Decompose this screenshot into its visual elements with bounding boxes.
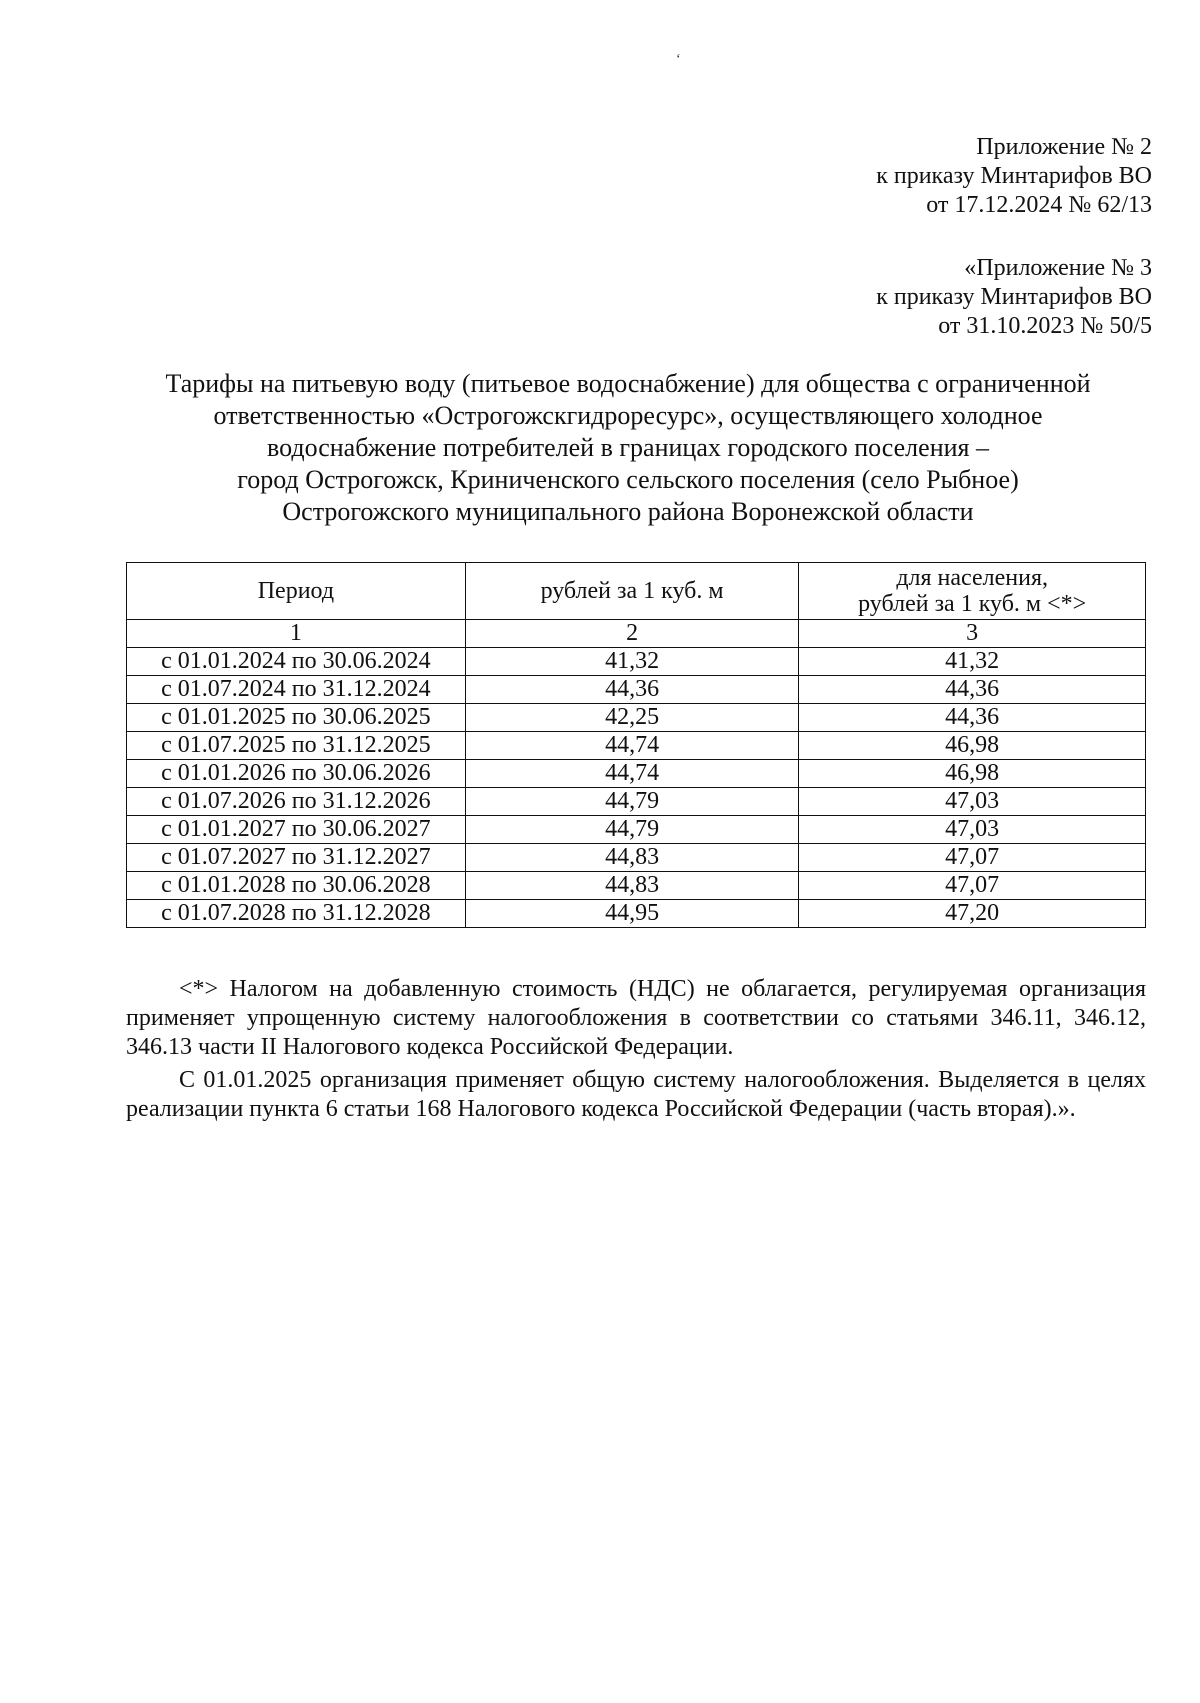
tariff-cell: 44,74 [465,760,799,788]
title-line: Острогожского муниципального района Воронежской области [282,497,974,526]
table-row [127,844,1146,872]
scan-mark: ‘ [676,52,681,67]
column-number: 2 [465,620,799,648]
title-line: город Острогожск, Криниченского сельского поселения (село Рыбное) [237,465,1019,494]
header-rub: рублей за 1 куб. м [465,563,799,620]
header-population-line1: для населения, [896,565,1048,591]
appendix-ref-order: к приказу Минтарифов ВО [876,284,1152,310]
header-period: Период [127,563,466,620]
population-tariff-cell: 47,07 [799,844,1146,872]
tariff-cell: 44,79 [465,788,799,816]
appendix-ref-number: «Приложение № 3 [964,255,1152,281]
footnote-tax-system: С 01.01.2025 организация применяет общую систему налогообложения. Выделяется в целях реализации пункта 6 статьи 168 Налогового кодекса Российской Федерации (часть вторая).». [126,1067,1146,1122]
tariff-cell: 44,83 [465,872,799,900]
period-cell: с 01.07.2027 по 31.12.2027 [127,844,466,872]
table-header-row [127,563,1146,620]
table-row [127,648,1146,676]
appendix-ref-date: от 31.10.2023 № 50/5 [938,313,1152,339]
population-tariff-cell: 44,36 [799,704,1146,732]
document-title [110,368,1146,528]
table-row [127,676,1146,704]
period-cell: с 01.01.2025 по 30.06.2025 [127,704,466,732]
tariff-cell: 42,25 [465,704,799,732]
tariff-cell: 44,83 [465,844,799,872]
title-line: Тарифы на питьевую воду (питьевое водоснабжение) для общества с ограниченной [165,369,1091,398]
period-cell: с 01.01.2026 по 30.06.2026 [127,760,466,788]
period-cell: с 01.07.2028 по 31.12.2028 [127,900,466,928]
column-number-row [127,620,1146,648]
table-row [127,732,1146,760]
tariff-cell: 44,79 [465,816,799,844]
appendix-order: к приказу Минтарифов ВО [876,163,1152,189]
table-row [127,704,1146,732]
period-cell: с 01.01.2027 по 30.06.2027 [127,816,466,844]
title-line: ответственностью «Острогожскгидроресурс», осуществляющего холодное [213,401,1043,430]
period-cell: с 01.01.2024 по 30.06.2024 [127,648,466,676]
footnote-vat: <*> Налогом на добавленную стоимость (НДС) не облагается, регулируемая организация применяет упрощенную систему налогообложения в соответствии со статьями 346.11, 346.12, 346.13 части II Налогового кодекса Российской Федерации. [126,976,1146,1060]
tariff-table [126,562,1146,928]
population-tariff-cell: 47,03 [799,816,1146,844]
tariff-cell: 44,95 [465,900,799,928]
table-row [127,900,1146,928]
table-row [127,872,1146,900]
period-cell: с 01.07.2026 по 31.12.2026 [127,788,466,816]
appendix-date: от 17.12.2024 № 62/13 [926,192,1152,218]
table-row [127,816,1146,844]
header-population-line2: рублей за 1 куб. м <*> [858,591,1087,617]
population-tariff-cell: 44,36 [799,676,1146,704]
column-number: 3 [799,620,1146,648]
footnotes [126,975,1146,1124]
period-cell: с 01.01.2028 по 30.06.2028 [127,872,466,900]
appendix-reference [876,254,1152,341]
period-cell: с 01.07.2024 по 31.12.2024 [127,676,466,704]
table-row [127,788,1146,816]
population-tariff-cell: 47,20 [799,900,1146,928]
population-tariff-cell: 46,98 [799,760,1146,788]
title-line: водоснабжение потребителей в границах городского поселения – [267,433,989,462]
population-tariff-cell: 47,03 [799,788,1146,816]
appendix-number: Приложение № 2 [976,134,1152,160]
period-cell: с 01.07.2025 по 31.12.2025 [127,732,466,760]
tariff-cell: 44,74 [465,732,799,760]
table-row [127,760,1146,788]
tariff-cell: 44,36 [465,676,799,704]
population-tariff-cell: 47,07 [799,872,1146,900]
column-number: 1 [127,620,466,648]
tariff-cell: 41,32 [465,648,799,676]
population-tariff-cell: 46,98 [799,732,1146,760]
population-tariff-cell: 41,32 [799,648,1146,676]
header-population [799,563,1146,620]
appendix-header [876,133,1152,220]
